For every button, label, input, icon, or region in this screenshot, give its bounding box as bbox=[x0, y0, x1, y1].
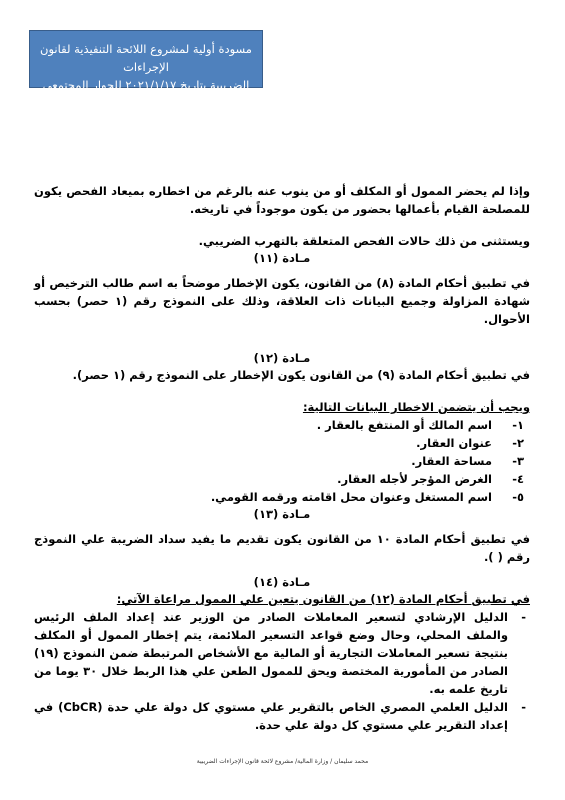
article-13-title: مـادة (١٣) bbox=[253, 507, 311, 521]
list-item bbox=[34, 488, 530, 506]
bullet-text: الدليل العلمي المصري الخاص بالتقرير علي مستوي كل دولة علي حدة (CbCR) في إعداد التقرير علي مستوي كل دولة علي حدة. bbox=[34, 700, 508, 732]
article-14-bullets bbox=[34, 608, 530, 734]
article-12-text: في تطبيق أحكام المادة (٩) من القانون يكون الإخطار على النموذج رقم (١ حصر). bbox=[72, 368, 530, 382]
document-body bbox=[34, 182, 530, 734]
item-text: اسم المالك أو المنتفع بالعقار . bbox=[316, 418, 492, 432]
article-14-intro: في تطبيق أحكام المادة (١٢) من القانون يتعين علي الممول مراعاة الآتي: bbox=[116, 592, 530, 606]
intro-paragraph-2: ويستثنى من ذلك حالات الفحص المتعلقة بالتهرب الضريبي. bbox=[198, 234, 530, 248]
header-line-1: مسودة أولية لمشروع اللائحة التنفيذية لقانون الإجراءات bbox=[40, 42, 252, 74]
item-number: ٥- bbox=[512, 490, 524, 504]
item-text: مساحة العقار. bbox=[411, 454, 492, 468]
article-14-title: مـادة (١٤) bbox=[253, 575, 311, 589]
item-text: الغرض المؤجر لأجله العقار. bbox=[337, 472, 492, 486]
list-item bbox=[34, 698, 530, 734]
bullet-dash: - bbox=[521, 700, 526, 714]
article-12-list-heading: ويجب أن يتضمن الاخطار البيانات التالية: bbox=[302, 400, 530, 414]
item-text: اسم المستغل وعنوان محل اقامته ورقمه القومي. bbox=[210, 490, 492, 504]
bullet-dash: - bbox=[521, 610, 526, 624]
article-13-text: في تطبيق أحكام المادة ١٠ من القانون يكون تقديم ما يفيد سداد الضريبة علي النموذج رقم ( ). bbox=[34, 532, 530, 564]
list-item bbox=[34, 470, 530, 488]
item-number: ٤- bbox=[512, 472, 524, 486]
list-item bbox=[34, 452, 530, 470]
list-item bbox=[34, 608, 530, 698]
article-12-title: مـادة (١٢) bbox=[253, 351, 311, 365]
page-footer: محمد سليمان / وزارة المالية/ مشروع لائحة قانون الإجراءات الضريبية bbox=[196, 758, 369, 765]
intro-paragraph-1: وإذا لم يحضر الممول أو المكلف أو من ينوب عنه بالرغم من اخطاره بميعاد الفحص يكون للمصلحة القيام بأعمالها بحضور من يكون موجوداً في تاريخه. bbox=[34, 184, 530, 216]
article-12-items bbox=[34, 416, 530, 506]
header-line-2: الضريبية بتاريخ ٢٠٢١/١/١٧ للحوار المجتمعي bbox=[42, 78, 250, 92]
list-item bbox=[34, 434, 530, 452]
item-number: ٢- bbox=[512, 436, 524, 450]
item-text: عنوان العقار. bbox=[416, 436, 492, 450]
draft-header-box bbox=[29, 30, 263, 92]
item-number: ١- bbox=[512, 418, 524, 432]
article-11-title: مـادة (١١) bbox=[253, 251, 311, 265]
article-11-text: في تطبيق أحكام المادة (٨) من القانون، يكون الإخطار موضحاً به اسم طالب الترخيص أو شهادة المزاولة وجميع البيانات ذات العلاقة، وذلك على النموذج رقم (١ حصر) بحسب الأحوال. bbox=[34, 276, 530, 326]
list-item bbox=[34, 416, 530, 434]
item-number: ٣- bbox=[512, 454, 524, 468]
bullet-text: الدليل الإرشادي لتسعير المعاملات الصادر من الوزير عند إعداد الملف الرئيس والملف المحلي، وحال وضع قواعد التسعير الملائمة، يتم إخطار الممول أو المكلف بنتيجة تسعير المعاملات التجارية أو المالية مع الأشخاص المرتبطة ضمن النموذج (١٩) الصادر من المأمورية المختصة ويحق للممول الطعن علي هذا الربط خلال ٣٠ يوما من تاريخ علمه به. bbox=[34, 610, 509, 696]
